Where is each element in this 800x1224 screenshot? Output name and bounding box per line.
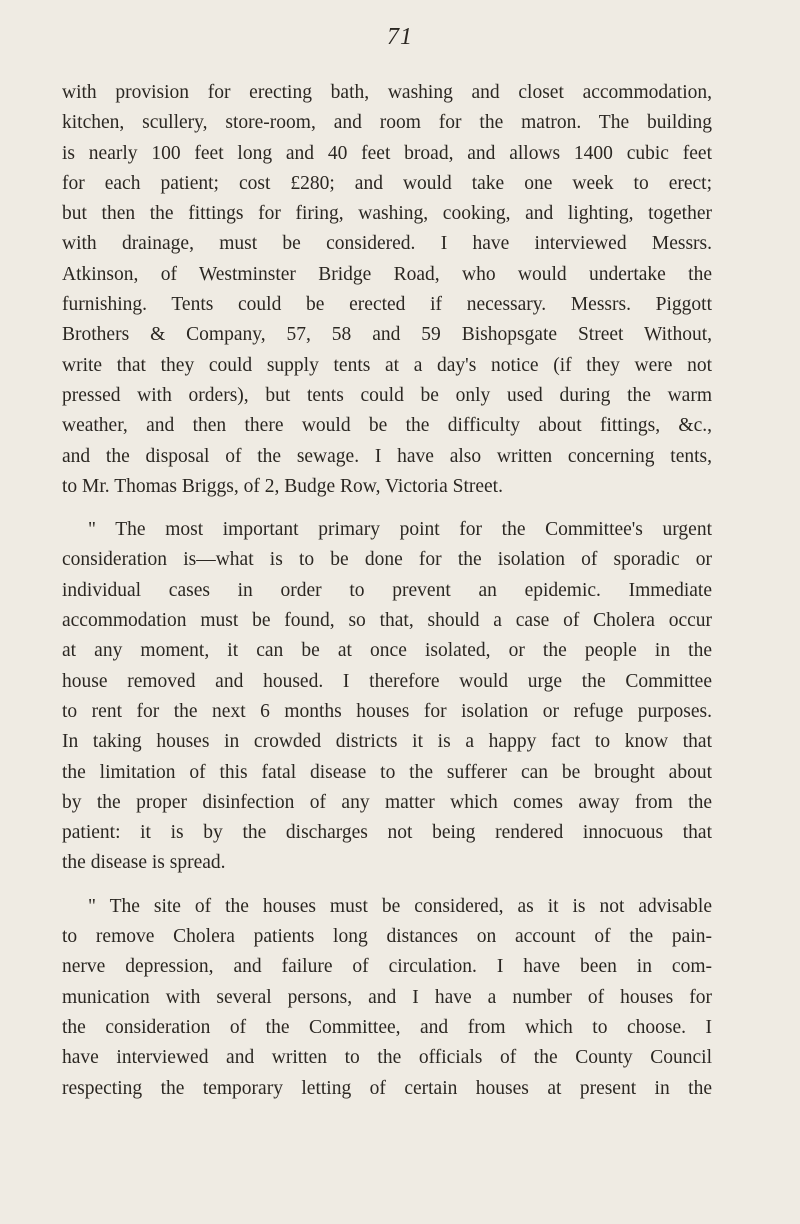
text-line: pressed with orders), but tents could be only used during the warm xyxy=(62,384,712,406)
text-line: with provision for erecting bath, washing and closet accommodation, xyxy=(62,82,712,103)
text-line: individual cases in order to prevent an epidemic. Immediate xyxy=(62,579,712,601)
text-line: for each patient; cost £280; and would take one week to erect; xyxy=(62,172,712,194)
text-line: respecting the temporary letting of certain houses at present in the xyxy=(62,1077,712,1099)
text-line: consideration is—what is to be done for the isolation of sporadic or xyxy=(62,549,712,571)
text-line: " The site of the houses must be considered, as it is not advisable xyxy=(88,895,712,917)
text-line: kitchen, scullery, store-room, and room for the matron. The building xyxy=(62,112,712,134)
text-line: with drainage, must be considered. I have interviewed Messrs. xyxy=(62,233,712,255)
text-line: In taking houses in crowded districts it is a happy fact to know that xyxy=(62,731,712,753)
paragraph-1 xyxy=(62,78,712,502)
text-line: the limitation of this fatal disease to the sufferer can be brought about xyxy=(62,761,712,783)
text-line: nerve depression, and failure of circulation. I have been in com- xyxy=(62,956,712,978)
text-line: house removed and housed. I therefore would urge the Committee xyxy=(62,670,712,692)
text-line: to remove Cholera patients long distances on account of the pain- xyxy=(62,926,712,948)
page-number: 71 xyxy=(387,24,413,50)
text-line: Brothers & Company, 57, 58 and 59 Bishopsgate Street Without, xyxy=(62,324,712,346)
text-line: to Mr. Thomas Briggs, of 2, Budge Row, Victoria Street. xyxy=(62,475,503,497)
text-line: the consideration of the Committee, and from which to choose. I xyxy=(62,1016,712,1038)
text-line: have interviewed and written to the officials of the County Council xyxy=(62,1047,712,1069)
text-line: weather, and then there would be the difficulty about fittings, &c., xyxy=(62,415,712,437)
text-line: and the disposal of the sewage. I have also written concerning tents, xyxy=(62,445,712,467)
text-line: by the proper disinfection of any matter which comes away from the xyxy=(62,791,712,813)
text-line: write that they could supply tents at a day's notice (if they were not xyxy=(62,354,712,376)
text-line: the disease is spread. xyxy=(62,852,226,874)
paragraph-2 xyxy=(62,515,712,879)
text-line: accommodation must be found, so that, should a case of Cholera occur xyxy=(62,610,712,632)
text-line: is nearly 100 feet long and 40 feet broad, and allows 1400 cubic feet xyxy=(62,142,712,164)
text-line: at any moment, it can be at once isolated, or the people in the xyxy=(62,640,712,662)
text-line: patient: it is by the discharges not being rendered innocuous that xyxy=(62,822,712,844)
text-line: " The most important primary point for the Committee's urgent xyxy=(88,519,712,541)
text-line: munication with several persons, and I have a number of houses for xyxy=(62,986,712,1008)
text-line: furnishing. Tents could be erected if necessary. Messrs. Piggott xyxy=(62,294,712,316)
text-line: but then the fittings for firing, washing, cooking, and lighting, together xyxy=(62,203,712,225)
paragraph-3 xyxy=(62,892,712,1104)
text-line: Atkinson, of Westminster Bridge Road, who would undertake the xyxy=(62,263,712,285)
text-line: to rent for the next 6 months houses for isolation or refuge purposes. xyxy=(62,700,712,722)
body-text xyxy=(62,78,712,1104)
